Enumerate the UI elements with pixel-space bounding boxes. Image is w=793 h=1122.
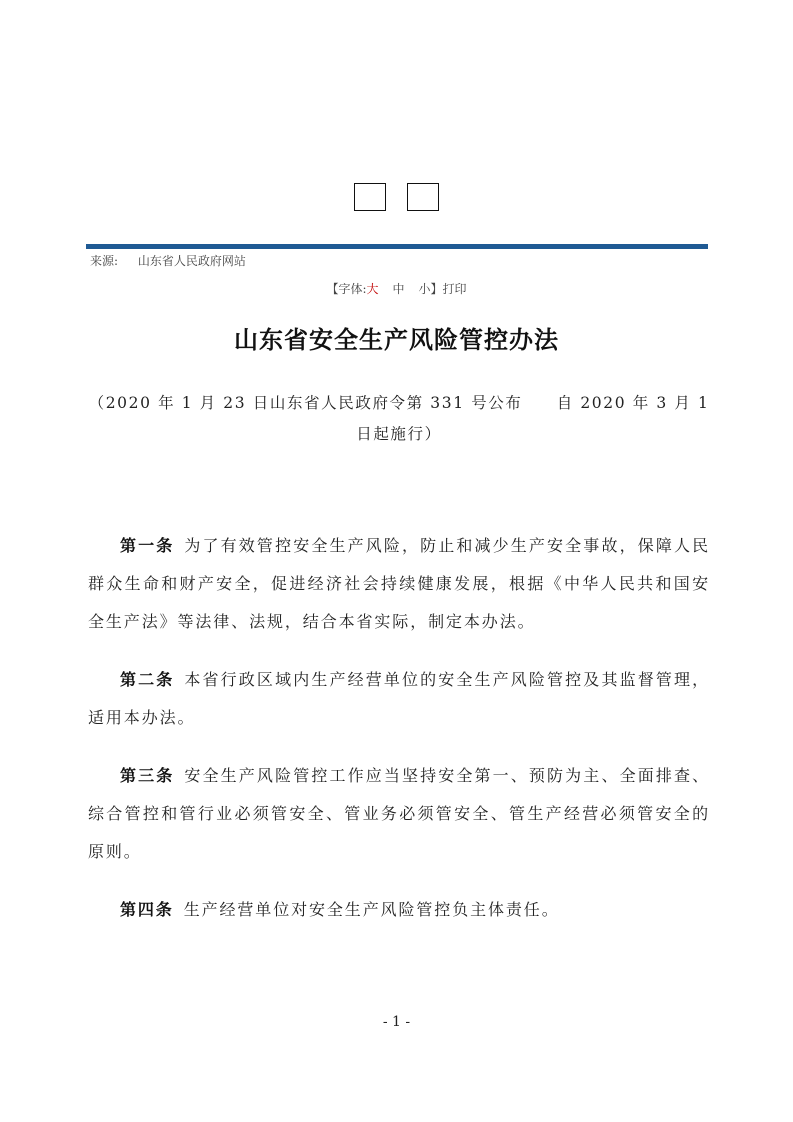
article-text: 本省行政区域内生产经营单位的安全生产风险管控及其监督管理，适用本办法。 <box>88 670 710 727</box>
missing-glyph-logo <box>0 183 793 215</box>
font-size-small-link[interactable]: 小】 <box>418 282 443 296</box>
article-number: 第三条 <box>120 766 175 785</box>
article-number: 第二条 <box>120 670 175 689</box>
article-list <box>88 527 710 949</box>
article-3 <box>88 757 710 871</box>
source-value: 山东省人民政府网站 <box>137 254 246 268</box>
missing-glyph-box <box>407 183 439 211</box>
font-size-large-link[interactable]: 大 <box>366 282 379 296</box>
header-divider-bar <box>86 244 708 249</box>
source-label: 来源: <box>90 254 119 268</box>
article-4 <box>88 891 710 929</box>
font-size-medium-link[interactable]: 中 <box>392 282 405 296</box>
missing-glyph-box <box>354 183 386 211</box>
article-number: 第一条 <box>120 536 175 555</box>
document-title: 山东省安全生产风险管控办法 <box>234 325 559 354</box>
article-text: 为了有效管控安全生产风险，防止和减少生产安全事故，保障人民群众生命和财产安全，促进经济社会持续健康发展，根据《中华人民共和国安全生产法》等法律、法规，结合本省实际，制定本办法。 <box>88 536 710 631</box>
font-size-controls <box>0 280 793 297</box>
source-line <box>90 252 246 269</box>
article-2 <box>88 661 710 737</box>
page-number: - 1 - <box>382 1014 411 1030</box>
article-text: 生产经营单位对安全生产风险管控负主体责任。 <box>183 900 560 919</box>
print-link[interactable]: 打印 <box>442 282 467 296</box>
issuance-note: （2020 年 1 月 23 日山东省人民政府令第 331 号公布 自 2020 年 3 月 1 日起施行） <box>88 394 710 443</box>
article-1 <box>88 527 710 641</box>
font-size-prefix: 【字体: <box>326 282 367 296</box>
article-text: 安全生产风险管控工作应当坚持安全第一、预防为主、全面排查、综合管控和管行业必须管安全、管业务必须管安全、管生产经营必须管安全的原则。 <box>88 766 710 861</box>
article-number: 第四条 <box>120 900 174 919</box>
